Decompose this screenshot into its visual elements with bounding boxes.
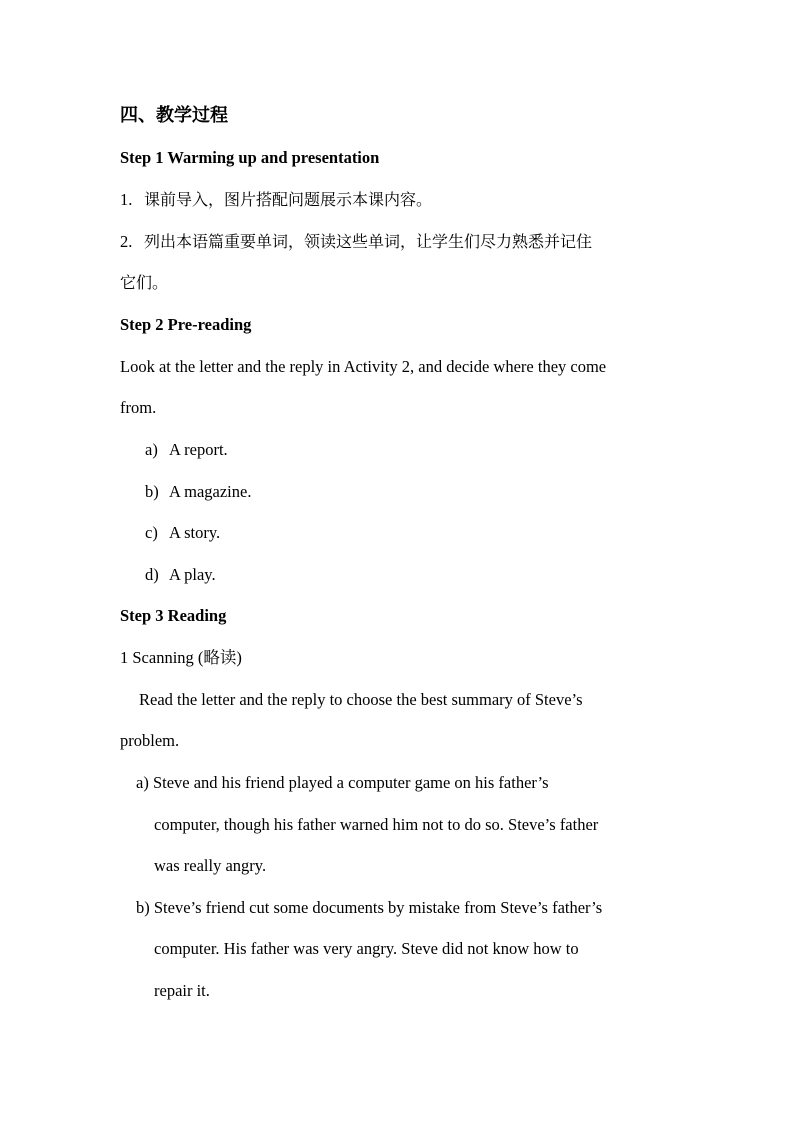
section-heading: 四、教学过程	[120, 105, 228, 126]
summary-a-line3: was really angry.	[154, 856, 267, 875]
reading-instruction-line2: problem.	[120, 731, 180, 750]
step1-title: Step 1 Warming up and presentation	[120, 148, 380, 167]
scanning-label: 1 Scanning (略读)	[120, 648, 242, 667]
summary-b-line2: computer. His father was very angry. Steve did not know how to	[154, 939, 579, 958]
option-text: A magazine.	[169, 482, 252, 501]
item-number: 1.	[120, 190, 133, 209]
option-c	[145, 523, 220, 543]
option-text: A play.	[169, 565, 216, 584]
item-text: 课前导入，图片搭配问题展示本课内容。	[144, 190, 433, 209]
step2-instruction-line1: Look at the letter and the reply in Activity 2, and decide where they come	[120, 357, 607, 376]
option-text: A report.	[169, 440, 228, 459]
option-label: d)	[145, 565, 159, 584]
step3-title: Step 3 Reading	[120, 606, 227, 625]
option-b	[145, 482, 251, 502]
step1-item-2	[120, 232, 592, 252]
step1-item-2-continuation: 它们。	[120, 273, 169, 292]
summary-b-line3: repair it.	[154, 981, 210, 1000]
summary-a-line1: a) Steve and his friend played a computer game on his father’s	[136, 773, 549, 792]
item-text: 列出本语篇重要单词，领读这些单词，让学生们尽力熟悉并记住	[144, 232, 593, 251]
option-label: c)	[145, 523, 158, 542]
option-label: a)	[145, 440, 158, 459]
step2-title: Step 2 Pre-reading	[120, 315, 252, 334]
option-text: A story.	[169, 523, 221, 542]
item-number: 2.	[120, 232, 133, 251]
reading-instruction-line1: Read the letter and the reply to choose the best summary of Steve’s	[139, 690, 583, 709]
option-d	[145, 565, 216, 585]
option-a	[145, 440, 228, 460]
option-label: b)	[145, 482, 159, 501]
summary-b-line1: b) Steve’s friend cut some documents by mistake from Steve’s father’s	[136, 898, 603, 917]
step1-item-1	[120, 190, 432, 210]
step2-instruction-line2: from.	[120, 398, 157, 417]
summary-a-line2: computer, though his father warned him not to do so. Steve’s father	[154, 815, 599, 834]
